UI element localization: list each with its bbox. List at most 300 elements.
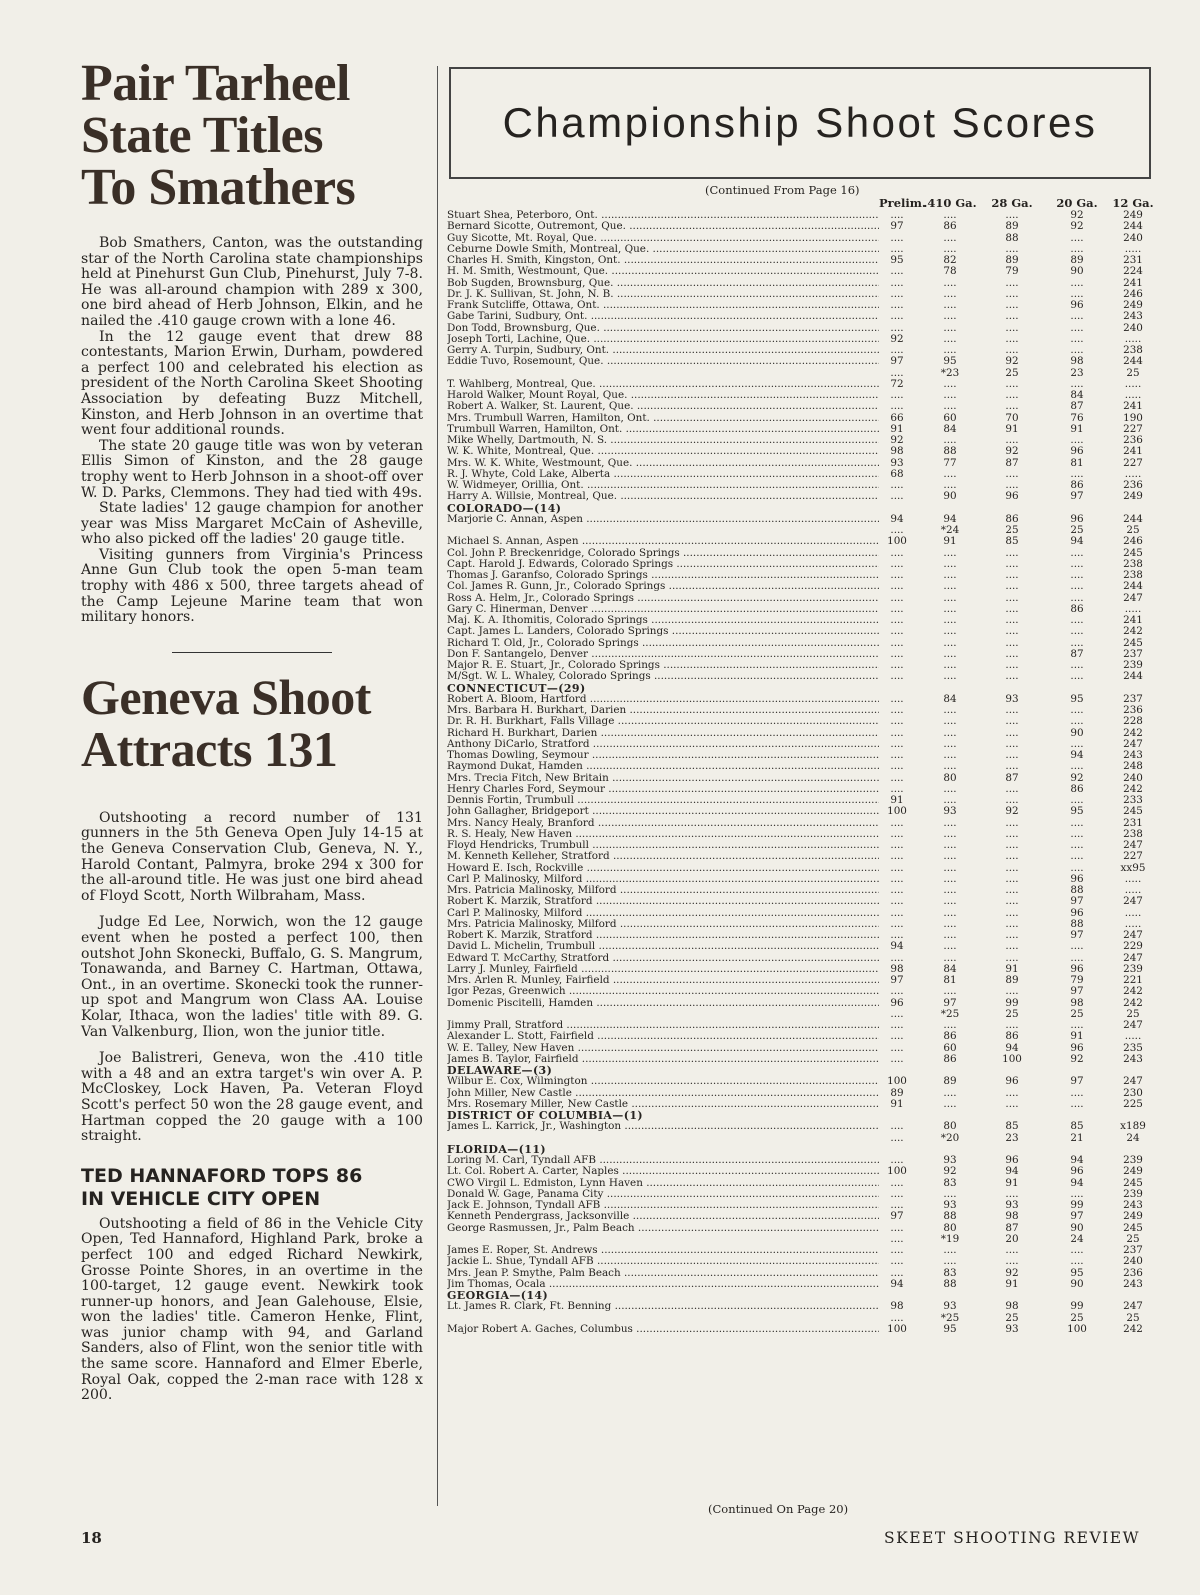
- shooter-name: Don F. Santangelo, Denver .....: [447, 649, 879, 660]
- score-cell: 233: [1123, 794, 1143, 806]
- score-row: [447, 435, 1153, 446]
- shooter-name: Jack E. Johnson, Tyndall AFB .....: [447, 1200, 879, 1211]
- shooter-name: Henry Charles Ford, Seymour .....: [447, 784, 879, 795]
- score-cell: 97: [1070, 1210, 1084, 1223]
- score-cell: 245: [1123, 1221, 1143, 1234]
- score-cell: 227: [1123, 850, 1143, 863]
- score-row: [447, 626, 1153, 637]
- score-cell: ....: [1070, 827, 1084, 840]
- score-cell: ....: [890, 557, 904, 570]
- score-cell: ....: [1005, 827, 1019, 840]
- state-label: GEORGIA—(14): [447, 1289, 549, 1302]
- score-cell: 86: [1070, 479, 1084, 491]
- score-row: [447, 975, 1153, 986]
- score-cell: 96: [1070, 299, 1084, 311]
- score-cell: 247: [1123, 929, 1143, 941]
- score-cell: ....: [890, 704, 904, 716]
- score-cell: 89: [1005, 254, 1019, 266]
- score-cell: ....: [1005, 1019, 1019, 1031]
- score-cell: 25: [1005, 524, 1019, 536]
- score-cell: 87: [1070, 400, 1084, 413]
- score-cell: ....: [1005, 591, 1019, 604]
- score-cell: 82: [943, 254, 957, 266]
- shooter-name: Raymond Dukat, Hamden .....: [447, 761, 879, 772]
- score-cell: 94: [1070, 535, 1084, 548]
- score-cell: ....: [890, 276, 904, 289]
- score-cell: ....: [943, 614, 957, 626]
- shooter-name: Domenic Piscitelli, Hamden .....: [447, 998, 879, 1009]
- score-cell: ....: [943, 377, 957, 390]
- score-cell: ....: [1070, 659, 1084, 671]
- score-cell: 25: [1070, 1311, 1084, 1324]
- score-cell: ....: [1005, 951, 1019, 964]
- score-row: [447, 401, 1153, 412]
- score-cell: ....: [890, 1244, 904, 1256]
- score-cell: 239: [1123, 1187, 1143, 1200]
- score-cell: ....: [1005, 726, 1019, 739]
- score-row: [447, 604, 1153, 615]
- score-cell: 79: [1005, 265, 1019, 278]
- score-cell: 231: [1123, 254, 1143, 266]
- score-row: [447, 424, 1153, 435]
- article-paragraph: Outshooting a record number of 131 gunners in the 5th Geneva Open July 14-15 at the Geneva Conservation Club, Geneva, N. Y., Harold Contant, Palmyra, broke 294 x 300 for the all-around title. He was just one bird ahead of Floyd Scott, North Wilbraham, Mass.: [81, 809, 423, 904]
- score-cell: ....: [1005, 816, 1019, 829]
- score-cell: ....: [943, 940, 957, 953]
- score-cell: ....: [1005, 1086, 1019, 1099]
- score-cell: 94: [890, 1277, 904, 1290]
- shooter-name: Major R. E. Stuart, Jr., Colorado Springs .....: [447, 660, 879, 671]
- shooter-name: Jimmy Prall, Stratford .....: [447, 1020, 879, 1031]
- score-row: [447, 469, 1153, 480]
- score-cell: ....: [943, 726, 957, 739]
- score-cell: ....: [890, 951, 904, 964]
- score-cell: 244: [1123, 580, 1143, 593]
- score-row: [447, 851, 1153, 862]
- score-cell: ....: [943, 929, 957, 941]
- score-cell: 25: [1126, 1007, 1140, 1020]
- score-cell: 247: [1123, 591, 1143, 604]
- page-number: 18: [81, 1529, 102, 1547]
- article-headline-hannaford: TED HANNAFORD TOPS 86 IN VEHICLE CITY OPEN: [81, 1164, 363, 1210]
- score-cell: ....: [1005, 884, 1019, 896]
- score-cell: ....: [1005, 985, 1019, 998]
- score-cell: 238: [1123, 569, 1143, 581]
- score-cell: ....: [943, 782, 957, 795]
- score-cell: 244: [1123, 670, 1143, 683]
- score-row: [447, 716, 1153, 727]
- score-cell: ....: [1005, 1255, 1019, 1268]
- score-cell: .....: [1124, 602, 1142, 615]
- score-cell: 25: [1005, 1007, 1019, 1020]
- score-cell: 96: [1070, 962, 1084, 975]
- score-cell: ....: [890, 1131, 904, 1144]
- article-paragraph: State ladies' 12 gauge champion for another year was Miss Margaret McCain of Asheville, who also picked off the ladies' 20 gauge title.: [81, 500, 423, 548]
- score-cell: 96: [890, 996, 904, 1009]
- score-cell: 20: [1005, 1232, 1019, 1245]
- score-cell: 90: [1070, 265, 1084, 278]
- score-cell: ....: [943, 209, 957, 221]
- article-headline-tarheel: Pair Tarheel State Titles To Smathers: [81, 55, 356, 216]
- score-cell: 89: [1005, 974, 1019, 986]
- score-cell: ....: [1005, 749, 1019, 761]
- score-cell: 90: [1070, 1221, 1084, 1234]
- score-row: [447, 705, 1153, 716]
- score-cell: 240: [1123, 1255, 1143, 1268]
- score-cell: ....: [890, 209, 904, 221]
- column-header: Prelim.: [879, 196, 926, 210]
- score-cell: ....: [1070, 636, 1084, 649]
- score-cell: 87: [1005, 1221, 1019, 1234]
- score-row: [447, 1324, 1153, 1335]
- article-paragraph: Visiting gunners from Virginia's Princess Anne Gun Club took the open 5-man team trophy with 486 x 500, three targets ahead of the Camp Lejeune Marine team that won military honors.: [81, 546, 423, 626]
- score-cell: x189: [1120, 1120, 1146, 1133]
- score-cell: .....: [1124, 906, 1142, 919]
- score-cell: ....: [1005, 242, 1019, 255]
- score-cell: ....: [890, 839, 904, 851]
- score-row: [447, 840, 1153, 851]
- score-cell: ....: [1005, 929, 1019, 941]
- score-cell: ....: [890, 861, 904, 874]
- score-cell: 99: [1070, 1300, 1084, 1313]
- score-cell: 66: [890, 411, 904, 424]
- score-cell: .....: [1124, 242, 1142, 255]
- shooter-name: Wilbur E. Cox, Wilmington .....: [447, 1076, 879, 1087]
- score-cell: ....: [1005, 861, 1019, 874]
- score-cell: ....: [943, 760, 957, 773]
- score-cell: 94: [890, 940, 904, 953]
- score-cell: 86: [1005, 512, 1019, 525]
- score-cell: 25: [1005, 1311, 1019, 1324]
- score-cell: 83: [943, 1176, 957, 1189]
- score-cell: ....: [943, 951, 957, 964]
- score-cell: 236: [1123, 434, 1143, 446]
- score-row: [447, 379, 1153, 390]
- score-cell: 96: [1070, 1041, 1084, 1054]
- score-row: [447, 266, 1153, 277]
- score-cell: 238: [1123, 827, 1143, 840]
- score-row: [447, 615, 1153, 626]
- score-cell: ....: [890, 647, 904, 660]
- score-cell: ....: [1005, 906, 1019, 919]
- score-cell: 89: [890, 1086, 904, 1099]
- score-row: [447, 356, 1153, 367]
- shooter-name: Capt. Harold J. Edwards, Colorado Springs .....: [447, 559, 879, 570]
- score-cell: ....: [890, 1221, 904, 1234]
- score-cell: ....: [1005, 715, 1019, 728]
- shooter-name: M. Kenneth Kelleher, Stratford .....: [447, 851, 879, 862]
- score-cell: ....: [943, 827, 957, 840]
- state-section-heading: [447, 1144, 1153, 1155]
- score-cell: 97: [1070, 929, 1084, 941]
- score-row: [447, 806, 1153, 817]
- shooter-name: Mrs. Patricia Malinosky, Milford .....: [447, 919, 879, 930]
- shooter-name: Loring M. Carl, Tyndall AFB .....: [447, 1155, 879, 1166]
- score-cell: ....: [1005, 670, 1019, 683]
- score-cell: ....: [943, 816, 957, 829]
- score-cell: 99: [1070, 1199, 1084, 1211]
- score-cell: ....: [1070, 580, 1084, 593]
- score-cell: xx95: [1120, 861, 1146, 874]
- score-cell: ....: [1005, 602, 1019, 615]
- score-row: [447, 1020, 1153, 1031]
- score-cell: ....: [943, 242, 957, 255]
- score-cell: ....: [1005, 569, 1019, 581]
- score-cell: ....: [943, 602, 957, 615]
- score-cell: 83: [943, 1266, 957, 1279]
- continued-from-note: (Continued From Page 16): [705, 183, 860, 197]
- score-row: [447, 1054, 1153, 1065]
- shooter-name: R. S. Healy, New Haven .....: [447, 829, 879, 840]
- score-cell: ....: [943, 704, 957, 716]
- score-cell: 85: [1005, 1120, 1019, 1133]
- score-cell: ....: [890, 265, 904, 278]
- score-cell: 79: [1070, 974, 1084, 986]
- score-cell: ....: [1005, 704, 1019, 716]
- score-row: [447, 1031, 1153, 1042]
- score-cell: 237: [1123, 647, 1143, 660]
- score-cell: 244: [1123, 220, 1143, 233]
- score-cell: 245: [1123, 636, 1143, 649]
- shooter-name: Carl P. Malinosky, Milford .....: [447, 874, 879, 885]
- score-cell: 91: [1070, 422, 1084, 435]
- score-row: [447, 986, 1153, 997]
- state-label: CONNECTICUT—(29): [447, 681, 586, 695]
- score-cell: 93: [943, 1300, 957, 1313]
- score-cell: 96: [1070, 512, 1084, 525]
- score-row: [447, 1133, 1153, 1144]
- score-cell: ....: [943, 715, 957, 728]
- shooter-name: Jim Thomas, Ocala .....: [447, 1279, 879, 1290]
- score-cell: ....: [943, 917, 957, 930]
- shooter-name: Harold Walker, Mount Royal, Que. .....: [447, 390, 879, 401]
- score-cell: 84: [943, 962, 957, 975]
- score-cell: 230: [1123, 1086, 1143, 1099]
- score-cell: ....: [890, 287, 904, 300]
- score-cell: 231: [1123, 816, 1143, 829]
- score-cell: 244: [1123, 512, 1143, 525]
- score-cell: ....: [943, 1187, 957, 1200]
- score-cell: ....: [1070, 794, 1084, 806]
- score-cell: ....: [1005, 1187, 1019, 1200]
- score-cell: 227: [1123, 422, 1143, 435]
- score-cell: ....: [1070, 670, 1084, 683]
- article-body-geneva: [81, 811, 423, 1145]
- score-row: [447, 874, 1153, 885]
- score-row: [447, 896, 1153, 907]
- score-cell: 249: [1123, 1165, 1143, 1178]
- state-section-heading: [447, 1110, 1153, 1121]
- column-header: 12 Ga.: [1112, 196, 1154, 210]
- score-cell: ....: [890, 760, 904, 773]
- score-cell: ....: [890, 569, 904, 581]
- score-cell: ....: [1070, 242, 1084, 255]
- score-cell: ....: [1070, 546, 1084, 559]
- score-cell: 228: [1123, 715, 1143, 728]
- score-cell: 94: [1070, 1176, 1084, 1189]
- score-cell: 96: [1005, 490, 1019, 503]
- shooter-name: Don Todd, Brownsburg, Que. .....: [447, 323, 879, 334]
- shooter-name: Robert K. Marzik, Stratford .....: [447, 896, 879, 907]
- score-cell: 80: [943, 1221, 957, 1234]
- score-cell: ....: [943, 1244, 957, 1256]
- shooter-name: Maj. K. A. Ithomitis, Colorado Springs .....: [447, 615, 879, 626]
- shooter-name: Igor Pezas, Greenwich .....: [447, 986, 879, 997]
- shooter-name: Kenneth Pendergrass, Jacksonville .....: [447, 1211, 879, 1222]
- score-cell: ....: [890, 1311, 904, 1324]
- score-cell: ....: [1070, 1244, 1084, 1256]
- shooter-name: Harry A. Willsie, Montreal, Que. .....: [447, 491, 879, 502]
- score-cell: ....: [890, 872, 904, 885]
- score-cell: .....: [1124, 884, 1142, 896]
- score-cell: .....: [1124, 377, 1142, 390]
- score-cell: 91: [1070, 1030, 1084, 1043]
- score-cell: ....: [1005, 917, 1019, 930]
- score-row: [447, 761, 1153, 772]
- score-cell: 245: [1123, 1176, 1143, 1189]
- score-cell: 100: [1002, 1052, 1022, 1065]
- state-section-heading: [447, 1065, 1153, 1076]
- score-row: [447, 244, 1153, 255]
- score-row: [447, 323, 1153, 334]
- state-section-heading: [447, 683, 1153, 694]
- score-cell: ....: [943, 321, 957, 334]
- score-row: [447, 1043, 1153, 1054]
- score-cell: 94: [890, 512, 904, 525]
- score-cell: 94: [1005, 1165, 1019, 1178]
- score-cell: 92: [1005, 355, 1019, 368]
- score-cell: 100: [887, 805, 907, 818]
- score-cell: ....: [1070, 850, 1084, 863]
- score-cell: 88: [943, 1210, 957, 1223]
- score-cell: ....: [943, 1019, 957, 1031]
- score-cell: *23: [940, 366, 960, 379]
- shooter-name: Mrs. Trecia Fitch, New Britain .....: [447, 773, 879, 784]
- score-cell: ....: [890, 1176, 904, 1189]
- score-cell: ....: [943, 850, 957, 863]
- left-column: [81, 55, 423, 1404]
- score-cell: ....: [1005, 557, 1019, 570]
- shooter-name: Floyd Hendricks, Trumbull .....: [447, 840, 879, 851]
- score-cell: 90: [943, 490, 957, 503]
- score-cell: 86: [1070, 602, 1084, 615]
- score-cell: 87: [1005, 456, 1019, 469]
- score-cell: 98: [1070, 355, 1084, 368]
- score-cell: 91: [890, 794, 904, 806]
- score-cell: ....: [1005, 872, 1019, 885]
- score-cell: ....: [1070, 1086, 1084, 1099]
- state-label: DISTRICT OF COLUMBIA—(1): [447, 1109, 643, 1122]
- score-cell: 78: [943, 265, 957, 278]
- score-row: [447, 334, 1153, 345]
- shooter-name: Mrs. Nancy Healy, Branford .....: [447, 818, 879, 829]
- score-cell: 90: [1070, 1277, 1084, 1290]
- score-row: [447, 1009, 1153, 1020]
- score-cell: *25: [940, 1007, 960, 1020]
- score-row: [447, 750, 1153, 761]
- score-cell: ....: [890, 1232, 904, 1245]
- score-cell: ....: [890, 299, 904, 311]
- score-cell: 25: [1126, 1311, 1140, 1324]
- shooter-name: Eddie Tuvo, Rosemount, Que. .....: [447, 356, 879, 367]
- score-cell: 242: [1123, 726, 1143, 739]
- score-cell: 242: [1123, 1322, 1143, 1335]
- score-row: [447, 1121, 1153, 1132]
- score-cell: 25: [1070, 1007, 1084, 1020]
- scores-title-box: [449, 67, 1151, 179]
- score-cell: 60: [943, 411, 957, 424]
- shooter-name: Richard H. Burkhart, Darien .....: [447, 728, 879, 739]
- score-cell: 95: [943, 355, 957, 368]
- score-cell: 225: [1123, 1097, 1143, 1110]
- score-cell: .....: [1124, 917, 1142, 930]
- score-cell: 247: [1123, 737, 1143, 750]
- score-cell: ....: [890, 625, 904, 638]
- score-cell: ....: [1005, 287, 1019, 300]
- score-cell: 95: [890, 254, 904, 266]
- score-row: [447, 559, 1153, 570]
- score-row: [447, 739, 1153, 750]
- shooter-name: Gary C. Hinerman, Denver .....: [447, 604, 879, 615]
- score-row: [447, 964, 1153, 975]
- score-row: [447, 1211, 1153, 1222]
- score-cell: 98: [890, 962, 904, 975]
- article-body-hannaford: [81, 1217, 423, 1404]
- score-cell: ....: [1005, 895, 1019, 908]
- score-cell: ....: [1005, 400, 1019, 413]
- score-cell: 89: [1005, 220, 1019, 233]
- shooter-name: Mrs. Patricia Malinosky, Milford .....: [447, 885, 879, 896]
- score-cell: ....: [1070, 310, 1084, 323]
- score-cell: ....: [1005, 580, 1019, 593]
- state-label: COLORADO—(14): [447, 501, 562, 515]
- score-cell: 98: [1070, 996, 1084, 1009]
- score-cell: 72: [890, 377, 904, 390]
- score-cell: 243: [1123, 310, 1143, 323]
- score-row: [447, 1155, 1153, 1166]
- state-label: DELAWARE—(3): [447, 1064, 553, 1077]
- score-row: [447, 1088, 1153, 1099]
- score-cell: ....: [943, 659, 957, 671]
- score-cell: 91: [890, 422, 904, 435]
- score-cell: ....: [1005, 479, 1019, 491]
- score-cell: ....: [1005, 344, 1019, 356]
- score-cell: 92: [1005, 445, 1019, 458]
- score-cell: ....: [890, 985, 904, 998]
- score-cell: ....: [943, 344, 957, 356]
- score-cell: ....: [1005, 1097, 1019, 1110]
- score-cell: ....: [1005, 636, 1019, 649]
- shooter-name: James E. Roper, St. Andrews .....: [447, 1245, 879, 1256]
- state-section-heading: [447, 1290, 1153, 1301]
- score-cell: 190: [1123, 411, 1143, 424]
- article-paragraph: Judge Ed Lee, Norwich, won the 12 gauge event when he posted a perfect 100, then outshot John Skonecki, Buffalo, G. S. Mangrum, Tonawanda, and Barney C. Hartman, Ottawa, Ont., in an overtime. Skonecki took the runner-up spot and Mangrum won Class AA. Louise Kolar, Ithaca, won the ladies' title with 89. G. Van Valkenburg, Ilion, won the junior title.: [81, 914, 423, 1040]
- score-row: [447, 289, 1153, 300]
- score-cell: 236: [1123, 479, 1143, 491]
- score-cell: ....: [943, 434, 957, 446]
- score-cell: 238: [1123, 557, 1143, 570]
- score-cell: 246: [1123, 535, 1143, 548]
- shooter-name: Jackie L. Shue, Tyndall AFB .....: [447, 1256, 879, 1267]
- shooter-name: Mrs. Rosemary Miller, New Castle .....: [447, 1099, 879, 1110]
- score-cell: ....: [1005, 321, 1019, 334]
- score-cell: ....: [943, 839, 957, 851]
- score-cell: ....: [1070, 321, 1084, 334]
- score-cell: ....: [1005, 625, 1019, 638]
- score-cell: ....: [1005, 310, 1019, 323]
- score-cell: 91: [1005, 962, 1019, 975]
- score-cell: 96: [1005, 1075, 1019, 1088]
- score-cell: ....: [890, 659, 904, 671]
